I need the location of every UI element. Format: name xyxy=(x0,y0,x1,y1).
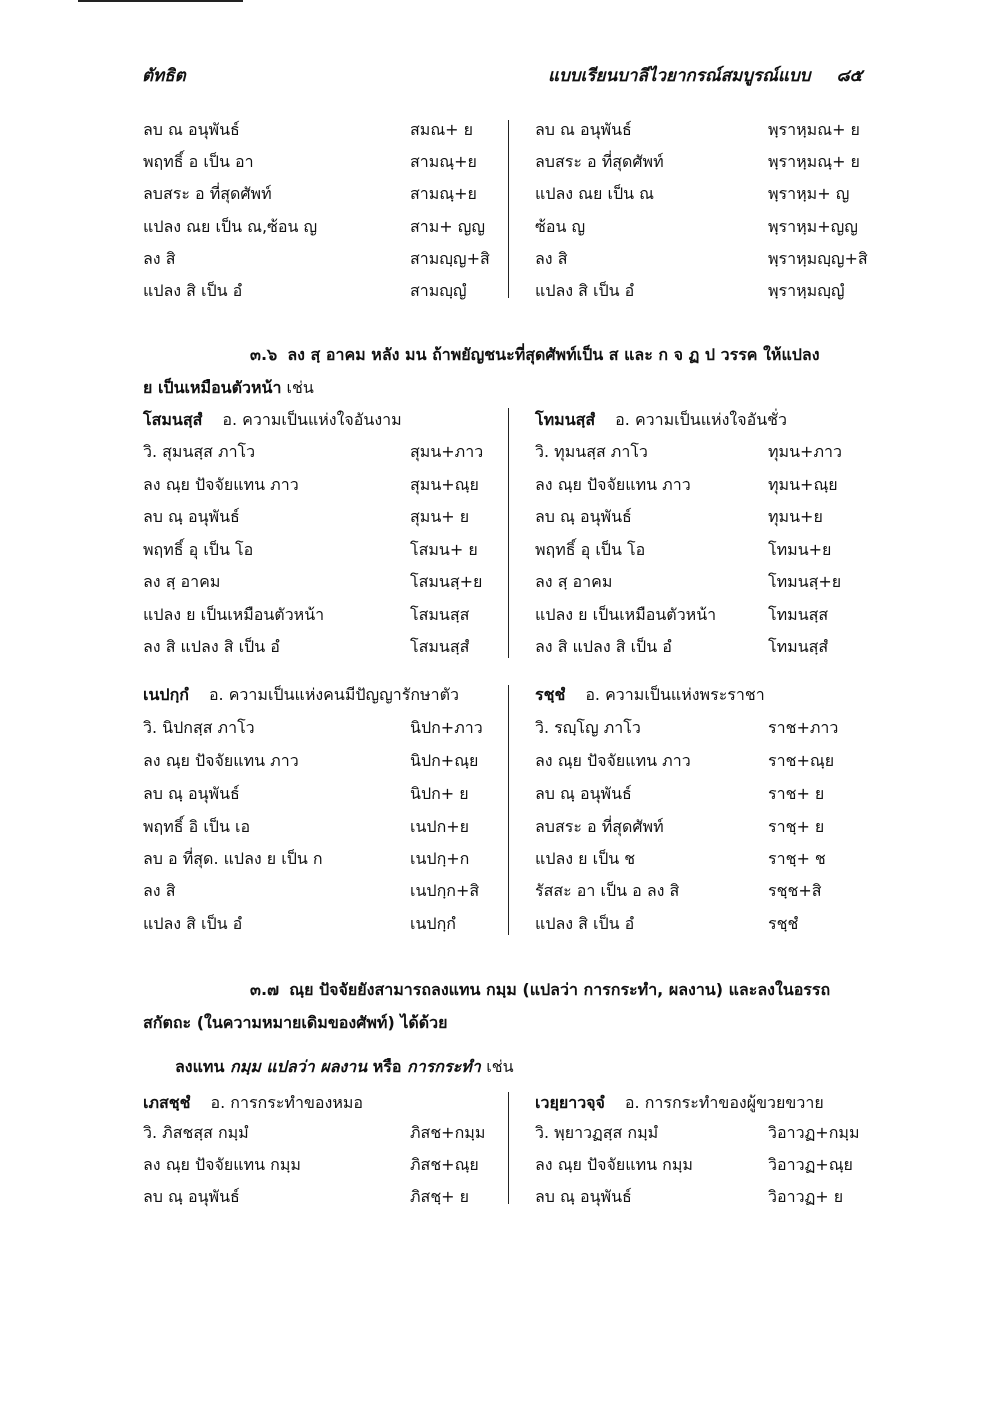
step-form: นิปก+ ย xyxy=(410,784,469,803)
book-title: แบบเรียนบาลีไวยากรณ์สมบูรณ์แบบ xyxy=(548,66,811,86)
step-form: สาม+ ญญ xyxy=(410,217,486,236)
section-text-bold: ย เป็นเหมือนตัวหน้า xyxy=(143,378,282,397)
step-label: ลบ อ ที่สุด. แปลง ย เป็น ก xyxy=(143,849,323,868)
step-label: แปลง สิ เป็น อํ xyxy=(143,914,243,933)
step-form: สามญฺญํ xyxy=(410,281,467,300)
step-label: ลง ณฺย ปัจจัยแทน ภาว xyxy=(535,475,691,494)
step-label: ลบสระ อ ที่สุดศัพท์ xyxy=(535,817,664,836)
step-form: ทุมน+ย xyxy=(768,507,823,526)
section-number: ๓.๖ xyxy=(250,345,278,364)
step-form: สุมน+ภาว xyxy=(410,442,484,461)
step-form: โทมนสฺ+ย xyxy=(768,572,842,591)
step-form: สุมน+ณฺย xyxy=(410,475,479,494)
step-form: ภิสช+ณฺย xyxy=(410,1155,479,1174)
step-form: สมณ+ ย xyxy=(410,120,474,139)
step-form: โสมนสฺ+ย xyxy=(410,572,483,591)
column-divider xyxy=(508,408,509,658)
step-label: ลง ณฺย ปัจจัยแทน กมฺม xyxy=(535,1155,693,1174)
subhead-text: ลงแทน xyxy=(175,1057,225,1076)
step-form: ราชฺ+ ช xyxy=(768,849,826,868)
step-label: ลบ ณฺ อนุพันธ์ xyxy=(535,784,632,803)
step-label: พฤทธิ์ อ เป็น อา xyxy=(143,152,254,171)
step-label: ลง สฺ อาคม xyxy=(535,572,613,591)
step-label: แปลง ย เป็น ช xyxy=(535,849,636,868)
step-label: วิ. นิปกสฺส ภาโว xyxy=(143,718,255,737)
step-form: ราช+ภาว xyxy=(768,718,839,737)
step-form: สามญฺญ+สิ xyxy=(410,249,490,268)
step-label: แปลง ย เป็นเหมือนตัวหน้า xyxy=(535,605,717,624)
subhead-term: กมฺม xyxy=(230,1057,261,1076)
entry-word: เภสชฺชํ xyxy=(143,1093,191,1112)
step-form: สามณฺ+ย xyxy=(410,152,477,171)
column-divider xyxy=(508,685,509,935)
step-label: ลบ ณฺ อนุพันธ์ xyxy=(143,507,240,526)
step-label: ลบ ณ อนุพันธ์ xyxy=(143,120,240,139)
entry-definition: อ. ความเป็นแห่งพระราชา xyxy=(585,685,765,704)
step-form: รชฺชํ xyxy=(768,914,799,933)
step-form: นิปก+ณฺย xyxy=(410,751,479,770)
step-label: แปลง ย เป็นเหมือนตัวหน้า xyxy=(143,605,325,624)
entry-word: รชฺชํ xyxy=(535,685,566,704)
step-form: รชฺช+สิ xyxy=(768,881,822,900)
entry-definition: อ. ความเป็นแห่งคนมีปัญญารักษาตัว xyxy=(208,685,459,704)
entry-word: โทมนสฺสํ xyxy=(535,410,596,429)
step-form: วิอาวฏ+ ย xyxy=(768,1187,844,1206)
step-form: โสมน+ ย xyxy=(410,540,478,559)
step-form: สามณฺ+ย xyxy=(410,184,477,203)
step-label: ลง สิ xyxy=(143,249,176,268)
step-label: ลง สฺ อาคม xyxy=(143,572,221,591)
step-label: พฤทธิ์ อิ เป็น เอ xyxy=(143,817,251,836)
entry-heading xyxy=(535,1088,824,1118)
step-form: เนปก+ย xyxy=(410,817,470,836)
entry-heading xyxy=(535,405,787,435)
entry-word: เนปกฺกํ xyxy=(143,685,189,704)
step-form: โสมนสฺส xyxy=(410,605,470,624)
step-form: โสมนสฺสํ xyxy=(410,637,470,656)
step-label: ลง สิ xyxy=(143,881,176,900)
column-divider xyxy=(508,120,509,298)
step-form: ราช+ณฺย xyxy=(768,751,835,770)
step-label: ลบ ณฺ อนุพันธ์ xyxy=(535,1187,632,1206)
entry-definition: อ. การกระทำของหมอ xyxy=(210,1093,364,1112)
step-form: ทุมน+ณฺย xyxy=(768,475,838,494)
step-label: ลง สิ xyxy=(535,249,568,268)
step-label: แปลง ณย เป็น ณ xyxy=(535,184,654,203)
step-form: โทมนสฺส xyxy=(768,605,829,624)
step-form: พฺราหฺมณ+ ย xyxy=(768,120,860,139)
entry-heading xyxy=(143,405,402,435)
step-label: ลง ณฺย ปัจจัยแทน ภาว xyxy=(143,475,299,494)
section-3-7-line2 xyxy=(143,1008,448,1038)
step-form: เนปกฺกํ xyxy=(410,914,456,933)
step-form: เนปกฺก+สิ xyxy=(410,881,480,900)
step-label: ลง สิ แปลง สิ เป็น อํ xyxy=(143,637,280,656)
step-form: นิปก+ภาว xyxy=(410,718,483,737)
step-form: พฺราหฺมณฺ+ ย xyxy=(768,152,860,171)
step-label: วิ. ทุมนสฺส ภาโว xyxy=(535,442,648,461)
subheading xyxy=(175,1052,514,1082)
section-3-6-line2 xyxy=(143,373,314,403)
step-label: ลบ ณ อนุพันธ์ xyxy=(535,120,632,139)
step-form: ราช+ ย xyxy=(768,784,825,803)
entry-heading xyxy=(143,1088,363,1118)
entry-definition: อ. ความเป็นแห่งใจอันชั่ว xyxy=(615,410,787,429)
step-form: ราชฺ+ ย xyxy=(768,817,825,836)
step-form: โทมนสฺสํ xyxy=(768,637,829,656)
step-form: พฺราหฺม+ ญ xyxy=(768,184,850,203)
step-label: ลง สิ แปลง สิ เป็น อํ xyxy=(535,637,672,656)
step-form: ภิสชฺ+ ย xyxy=(410,1187,470,1206)
section-text: ณฺย ปัจจัยยังสามารถลงแทน กมฺม (แปลว่า การกระทำ, ผลงาน) และลงในอรรถ xyxy=(289,980,831,999)
entry-heading xyxy=(143,680,459,710)
step-form: พฺราหฺม+ญญ xyxy=(768,217,858,236)
step-label: แปลง สิ เป็น อํ xyxy=(535,281,635,300)
subhead-term: แปลว่า xyxy=(266,1057,315,1076)
step-label: รัสสะ อา เป็น อ ลง สิ xyxy=(535,881,680,900)
subhead-text: หรือ xyxy=(372,1057,402,1076)
running-head-right xyxy=(548,62,862,89)
step-label: ลบ ณฺ อนุพันธ์ xyxy=(143,1187,240,1206)
step-label: วิ. พฺยาวฏสฺส กมฺมํ xyxy=(535,1123,659,1142)
step-label: ลง ณฺย ปัจจัยแทน ภาว xyxy=(535,751,691,770)
step-label: ซ้อน ญ xyxy=(535,217,586,236)
step-label: แปลง สิ เป็น อํ xyxy=(535,914,635,933)
entry-definition: อ. ความเป็นแห่งใจอันงาม xyxy=(222,410,402,429)
step-form: โทมน+ย xyxy=(768,540,832,559)
step-form: พฺราหฺมญฺญ+สิ xyxy=(768,249,868,268)
section-3-7-line1 xyxy=(250,975,830,1005)
step-form: ภิสช+กมฺม xyxy=(410,1123,486,1142)
step-form: สุมน+ ย xyxy=(410,507,470,526)
entry-definition: อ. การกระทำของผู้ขวยขวาย xyxy=(624,1093,824,1112)
section-number: ๓.๗ xyxy=(250,980,280,999)
step-label: ลบสระ อ ที่สุดศัพท์ xyxy=(143,184,272,203)
step-form: เนปกฺ+ก xyxy=(410,849,470,868)
running-head-left: ตัทธิต xyxy=(142,66,186,86)
top-rule xyxy=(78,0,243,2)
step-form: ทุมน+ภาว xyxy=(768,442,842,461)
step-label: พฤทธิ์ อุ เป็น โอ xyxy=(535,540,646,559)
step-label: ลง ณฺย ปัจจัยแทน ภาว xyxy=(143,751,299,770)
section-text: ลง สฺ อาคม หลัง มน ถ้าพยัญชนะที่สุดศัพท์เป็น ส และ ก จ ฏ ป วรรค ให้แปลง xyxy=(287,345,820,364)
step-label: ลบ ณฺ อนุพันธ์ xyxy=(535,507,632,526)
step-form: วิอาวฏ+กมฺม xyxy=(768,1123,860,1142)
step-label: แปลง ณย เป็น ณ,ซ้อน ญ xyxy=(143,217,318,236)
entry-word: โสมนสฺสํ xyxy=(143,410,203,429)
step-label: ลบสระ อ ที่สุดศัพท์ xyxy=(535,152,664,171)
section-text-plain: เช่น xyxy=(281,378,314,397)
section-3-6-line1 xyxy=(250,340,820,370)
column-divider xyxy=(508,1092,509,1204)
section-text: สกัตถะ (ในความหมายเดิมของศัพท์) ได้ด้วย xyxy=(143,1013,448,1032)
step-label: วิ. ภิสชสฺส กมฺมํ xyxy=(143,1123,249,1142)
page-number: ๘๕ xyxy=(836,66,863,86)
entry-heading xyxy=(535,680,765,710)
entry-word: เวยฺยาวจฺจํ xyxy=(535,1093,605,1112)
step-form: วิอาวฏ+ณฺย xyxy=(768,1155,853,1174)
step-label: ลง ณฺย ปัจจัยแทน กมฺม xyxy=(143,1155,301,1174)
subhead-term: การกระทำ xyxy=(407,1057,481,1076)
step-label: วิ. สุมนสฺส ภาโว xyxy=(143,442,256,461)
subhead-text: เช่น xyxy=(486,1057,514,1076)
step-form: พฺราหฺมญฺญํ xyxy=(768,281,845,300)
step-label: ลบ ณฺ อนุพันธ์ xyxy=(143,784,240,803)
step-label: พฤทธิ์ อุ เป็น โอ xyxy=(143,540,254,559)
step-label: วิ. รญฺโญ ภาโว xyxy=(535,718,641,737)
subhead-term: ผลงาน xyxy=(320,1057,368,1076)
step-label: แปลง สิ เป็น อํ xyxy=(143,281,243,300)
